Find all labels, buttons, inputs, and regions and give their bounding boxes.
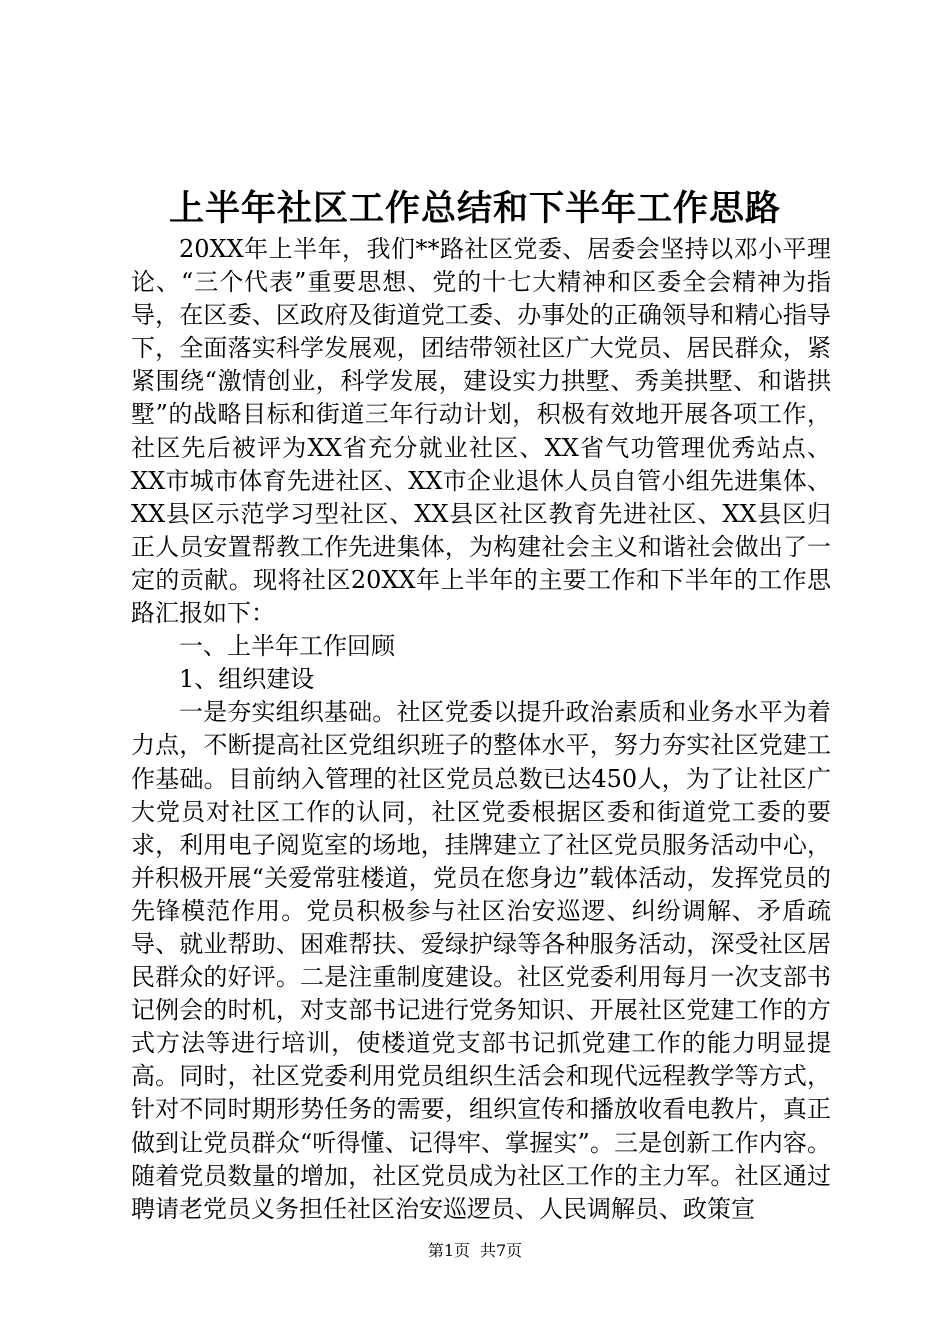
page-number: 第1页 — [427, 1241, 470, 1260]
section-heading: 一、上半年工作回顾 — [179, 632, 395, 661]
subsection-heading: 1、组织建设 — [179, 665, 315, 694]
document-body — [131, 233, 831, 1226]
page-total: 共7页 — [480, 1241, 523, 1260]
page-footer — [0, 1241, 950, 1261]
body-paragraph: 一是夯实组织基础。社区党委以提升政治素质和业务水平为着力点，不断提高社区党组织班子的整体水平，努力夯实社区党建工作基础。目前纳入管理的社区党员总数已达450人，为了让社区广大党员对社区工作的认同，社区党委根据区委和街道党工委的要求，利用电子阅览室的场地，挂牌建立了社区党员服务活动中心，并积极开展“关爱常驻楼道，党员在您身边”载体活动，发挥党员的先锋模范作用。党员积极参与社区治安巡逻、纠纷调解、矛盾疏导、就业帮助、困难帮扶、爱绿护绿等各种服务活动，深受社区居民群众的好评。二是注重制度建设。社区党委利用每月一次支部书记例会的时机，对支部书记进行党务知识、开展社区党建工作的方式方法等进行培训，使楼道党支部书记抓党建工作的能力明显提高。同时，社区党委利用党员组织生活会和现代远程教学等方式，针对不同时期形势任务的需要，组织宣传和播放收看电教片，真正做到让党员群众“听得懂、记得牢、掌握实”。三是创新工作内容。随着党员数量的增加，社区党员成为社区工作的主力军。社区通过聘请老党员义务担任社区治安巡逻员、人民调解员、政策宣 — [131, 698, 831, 1223]
document-title: 上半年社区工作总结和下半年工作思路 — [168, 188, 781, 229]
intro-paragraph: 20XX年上半年，我们**路社区党委、居委会坚持以邓小平理论、“三个代表”重要思想、党的十七大精神和区委全会精神为指导，在区委、区政府及街道党工委、办事处的正确领导和精心指导下，全面落实科学发展观，团结带领社区广大党员、居民群众，紧紧围绕“激情创业，科学发展，建设实力拱墅、秀美拱墅、和谐拱墅”的战略目标和街道三年行动计划，积极有效地开展各项工作，社区先后被评为XX省充分就业社区、XX省气功管理优秀站点、XX市城市体育先进社区、XX市企业退休人员自管小组先进集体、XX县区示范学习型社区、XX县区社区教育先进社区、XX县区归正人员安置帮教工作先进集体，为构建社会主义和谐社会做出了一定的贡献。现将社区20XX年上半年的主要工作和下半年的工作思路汇报如下： — [131, 235, 831, 628]
